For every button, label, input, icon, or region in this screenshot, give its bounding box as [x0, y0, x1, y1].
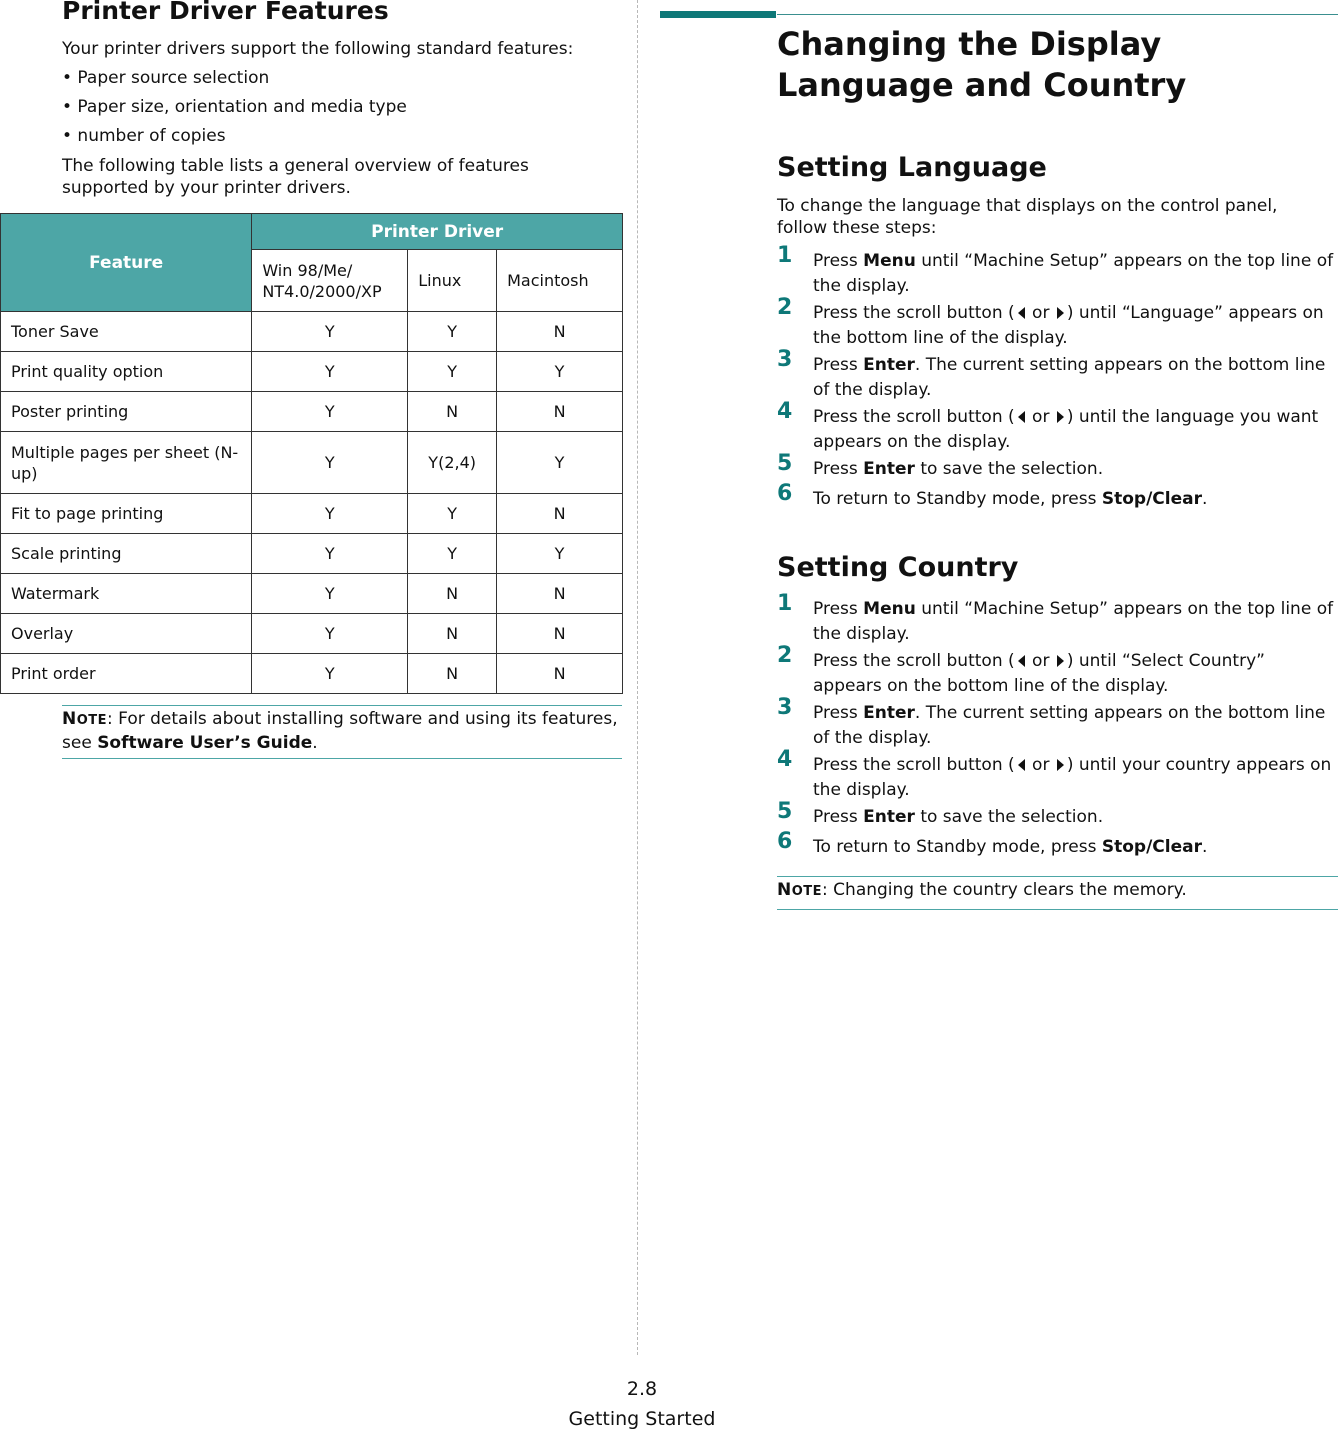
mac-cell: N	[497, 654, 623, 694]
mac-cell: N	[497, 574, 623, 614]
country-step-4: 4 Press the scroll button ( or ) until your country appears on the display.	[777, 747, 1332, 800]
win-cell: Y	[252, 494, 408, 534]
win-cell: Y	[252, 534, 408, 574]
language-step-5: 5 Press Enter to save the selection.	[777, 451, 1104, 479]
table-row	[1, 312, 623, 352]
note-label: NOTE	[777, 880, 823, 900]
linux-cell: Y	[408, 534, 497, 574]
win-cell: Y	[252, 574, 408, 614]
column-divider	[637, 0, 638, 1355]
linux-cell: N	[408, 614, 497, 654]
linux-cell: N	[408, 392, 497, 432]
section-name: Getting Started	[568, 1408, 716, 1430]
features-intro: Your printer drivers support the following standard features:	[62, 39, 574, 59]
feature-cell: Toner Save	[1, 312, 252, 352]
bullet-paper-size: • Paper size, orientation and media type	[62, 97, 407, 117]
software-note: NOTE: For details about installing software and using its features, see Software User’s Guide.	[62, 705, 622, 759]
win-cell: Y	[252, 614, 408, 654]
language-step-1: 1 Press Menu until “Machine Setup” appears on the top line of the display.	[777, 243, 1334, 296]
feature-cell: Overlay	[1, 614, 252, 654]
feature-cell: Fit to page printing	[1, 494, 252, 534]
mac-cell: N	[497, 312, 623, 352]
mac-cell: N	[497, 494, 623, 534]
mac-cell: Y	[497, 352, 623, 392]
table-intro: The following table lists a general overview of features supported by your printer drivers.	[62, 156, 529, 198]
mac-cell: Y	[497, 534, 623, 574]
win-cell: Y	[252, 654, 408, 694]
table-row	[1, 392, 623, 432]
bullet-copies: • number of copies	[62, 126, 226, 146]
country-step-5: 5 Press Enter to save the selection.	[777, 799, 1104, 827]
win-cell: Y	[252, 432, 408, 494]
feature-cell: Multiple pages per sheet (N-up)	[1, 432, 252, 494]
linux-cell: N	[408, 654, 497, 694]
col-header-windows: Win 98/Me/ NT4.0/2000/XP	[252, 250, 408, 312]
table-row	[1, 614, 623, 654]
bullet-paper-source: • Paper source selection	[62, 68, 270, 88]
section-rule	[777, 14, 1338, 15]
language-step-6: 6 To return to Standby mode, press Stop/Clear.	[777, 481, 1208, 509]
feature-cell: Watermark	[1, 574, 252, 614]
note-label: NOTE	[62, 709, 108, 729]
win-cell: Y	[252, 312, 408, 352]
linux-cell: Y	[408, 494, 497, 534]
scroll-right-icon	[1057, 411, 1064, 423]
feature-cell: Print quality option	[1, 352, 252, 392]
scroll-right-icon	[1057, 655, 1064, 667]
linux-cell: Y(2,4)	[408, 432, 497, 494]
language-intro: To change the language that displays on the control panel, follow these steps:	[777, 196, 1278, 238]
mac-cell: N	[497, 614, 623, 654]
page-number: 2.8	[626, 1378, 658, 1400]
linux-cell: Y	[408, 312, 497, 352]
scroll-left-icon	[1018, 655, 1025, 667]
country-step-2: 2 Press the scroll button ( or ) until “Select Country” appears on the bottom line of the display.	[777, 643, 1265, 696]
win-cell: Y	[252, 352, 408, 392]
table-row	[1, 352, 623, 392]
table-row	[1, 574, 623, 614]
setting-language-heading: Setting Language	[777, 152, 1047, 183]
printer-driver-header: Printer Driver	[252, 214, 623, 250]
table-row	[1, 494, 623, 534]
col-header-macintosh: Macintosh	[497, 250, 623, 312]
features-table	[0, 213, 623, 694]
country-step-6: 6 To return to Standby mode, press Stop/Clear.	[777, 829, 1208, 857]
scroll-left-icon	[1018, 307, 1025, 319]
language-step-4: 4 Press the scroll button ( or ) until the language you want appears on the display.	[777, 399, 1319, 452]
table-row	[1, 534, 623, 574]
mac-cell: N	[497, 392, 623, 432]
country-step-3: 3 Press Enter. The current setting appears on the bottom line of the display.	[777, 695, 1326, 748]
feature-cell: Scale printing	[1, 534, 252, 574]
section-accent-bar	[660, 11, 776, 18]
scroll-right-icon	[1057, 759, 1064, 771]
scroll-left-icon	[1018, 759, 1025, 771]
table-row	[1, 432, 623, 494]
table-row	[1, 654, 623, 694]
feature-cell: Poster printing	[1, 392, 252, 432]
linux-cell: N	[408, 574, 497, 614]
language-step-3: 3 Press Enter. The current setting appears on the bottom line of the display.	[777, 347, 1326, 400]
country-step-1: 1 Press Menu until “Machine Setup” appears on the top line of the display.	[777, 591, 1334, 644]
country-note: NOTE: Changing the country clears the memory.	[777, 876, 1338, 910]
scroll-left-icon	[1018, 411, 1025, 423]
display-language-country-heading: Changing the Display Language and Country	[777, 25, 1187, 104]
linux-cell: Y	[408, 352, 497, 392]
feature-cell: Print order	[1, 654, 252, 694]
col-header-linux: Linux	[408, 250, 497, 312]
printer-driver-features-heading: Printer Driver Features	[62, 0, 389, 25]
win-cell: Y	[252, 392, 408, 432]
setting-country-heading: Setting Country	[777, 552, 1019, 583]
language-step-2: 2 Press the scroll button ( or ) until “Language” appears on the bottom line of the display.	[777, 295, 1324, 348]
feature-header: Feature	[1, 214, 252, 312]
mac-cell: Y	[497, 432, 623, 494]
scroll-right-icon	[1057, 307, 1064, 319]
software-users-guide-ref: Software User’s Guide	[97, 733, 313, 753]
